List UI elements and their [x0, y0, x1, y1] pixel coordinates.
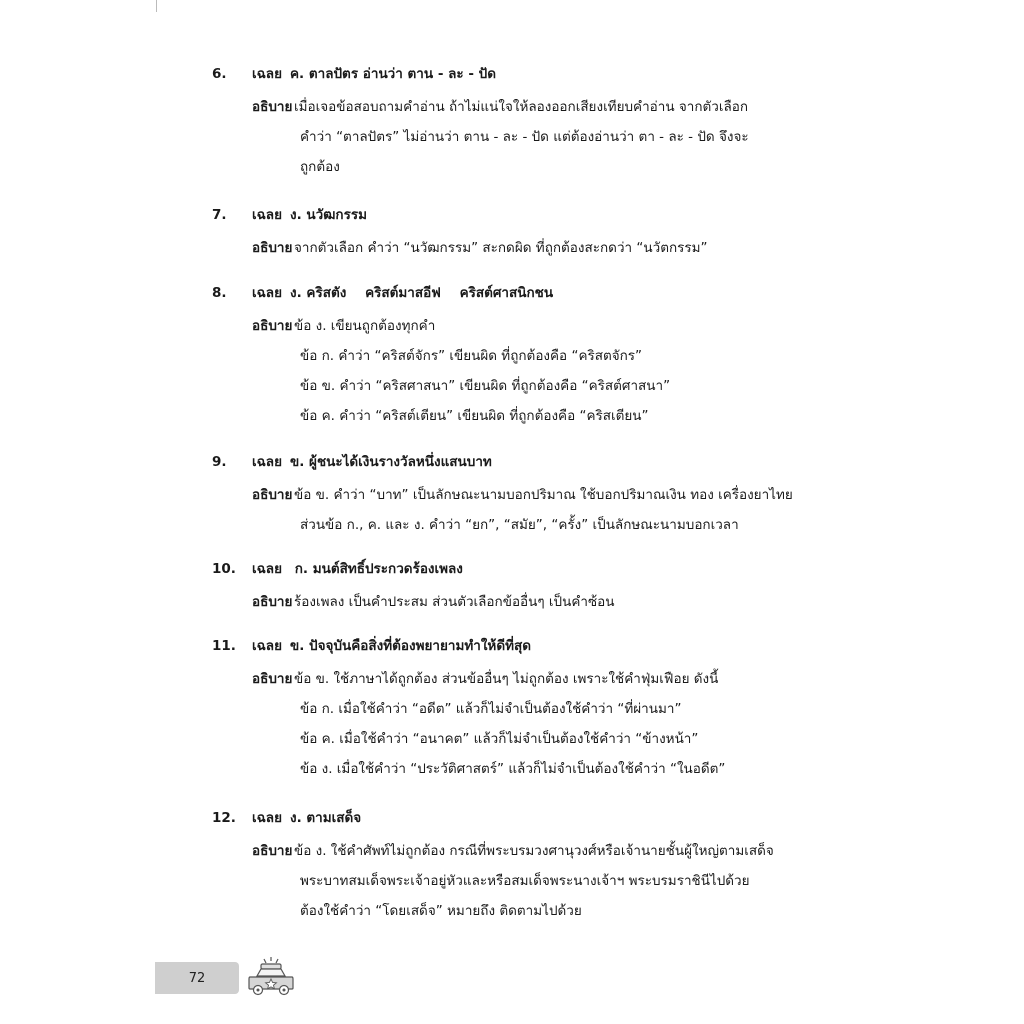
- explanation-line: ข้อ ข. ใช้ภาษาได้ถูกต้อง ส่วนข้ออื่นๆ ไม่ถูกต้อง เพราะใช้คำฟุ่มเฟือย ดังนี้: [294, 671, 719, 687]
- answer-label: เฉลย: [252, 207, 282, 223]
- explanation-label: อธิบาย: [252, 99, 293, 115]
- answer-text: ง. คริสตัง คริสต์มาสอีฟ คริสต์ศาสนิกชน: [290, 285, 554, 301]
- explanation-label: อธิบาย: [252, 487, 293, 503]
- answer-text: ง. นวัฒกรรม: [290, 207, 367, 223]
- answer-label: เฉลย: [252, 561, 282, 577]
- page-number: 72: [188, 970, 206, 986]
- answer-label: เฉลย: [252, 454, 282, 470]
- answer-item: [212, 281, 812, 431]
- explanation-label: อธิบาย: [252, 843, 293, 859]
- answer-label: เฉลย: [252, 66, 282, 82]
- answer-text: ง. ตามเสด็จ: [290, 810, 362, 826]
- explanation-line: พระบาทสมเด็จพระเจ้าอยู่หัวและหรือสมเด็จพระนางเจ้าฯ พระบรมราชินีไปด้วย: [300, 873, 750, 889]
- crop-mark: [156, 0, 157, 12]
- answer-label: เฉลย: [252, 638, 282, 654]
- answer-item: [212, 557, 812, 617]
- explanation: [212, 836, 812, 926]
- answer-text: ข. ผู้ชนะได้เงินรางวัลหนึ่งแสนบาท: [290, 454, 492, 470]
- answer-row: [212, 203, 812, 233]
- explanation-body: [288, 92, 812, 182]
- explanation-body: [288, 480, 812, 540]
- explanation-line: ข้อ ข. คำว่า “คริสศาสนา” เขียนผิด ที่ถูกต้องคือ “คริสต์ศาสนา”: [300, 378, 671, 394]
- explanation-line: ข้อ ก. คำว่า “คริสต์จักร” เขียนผิด ที่ถูกต้องคือ “คริสตจักร”: [300, 348, 643, 364]
- item-number: 10.: [212, 561, 236, 577]
- explanation-line: คำว่า “ตาลปัตร” ไม่อ่านว่า ตาน - ละ - ปัด แต่ต้องอ่านว่า ตา - ละ - ปัด จึงจะ: [300, 129, 749, 145]
- explanation-line: ข้อ ง. ใช้คำศัพท์ไม่ถูกต้อง กรณีที่พระบรมวงศานุวงศ์หรือเจ้านายชั้นผู้ใหญ่ตามเสด็จ: [294, 843, 774, 859]
- explanation-label: อธิบาย: [252, 318, 293, 334]
- answer-row: [212, 634, 812, 664]
- item-number: 9.: [212, 454, 227, 470]
- explanation: [212, 480, 812, 540]
- explanation-body: [288, 836, 812, 926]
- answer-row: [212, 557, 812, 587]
- explanation-body: [288, 587, 812, 617]
- car-icon: [247, 956, 295, 998]
- answer-text: ก. มนต์สิทธิ์ประกวดร้องเพลง: [290, 561, 463, 577]
- explanation: [212, 587, 812, 617]
- page-number-tab: [155, 962, 239, 994]
- answer-row: [212, 806, 812, 836]
- explanation-label: อธิบาย: [252, 594, 293, 610]
- explanation-line: ข้อ ง. เมื่อใช้คำว่า “ประวัติศาสตร์” แล้วก็ไม่จำเป็นต้องใช้คำว่า “ในอดีต”: [300, 761, 726, 777]
- answer-text: ข. ปัจจุบันคือสิ่งที่ต้องพยายามทำให้ดีที่สุด: [290, 638, 532, 654]
- explanation-line: ส่วนข้อ ก., ค. และ ง. คำว่า “ยก”, “สมัย”, “ครั้ง” เป็นลักษณะนามบอกเวลา: [300, 517, 739, 533]
- explanation-line: เมื่อเจอข้อสอบถามคำอ่าน ถ้าไม่แน่ใจให้ลองออกเสียงเทียบคำอ่าน จากตัวเลือก: [294, 99, 749, 115]
- answer-text: ค. ตาลปัตร อ่านว่า ตาน - ละ - ปัด: [290, 66, 496, 82]
- explanation-line: ต้องใช้คำว่า “โดยเสด็จ” หมายถึง ติดตามไปด้วย: [300, 903, 582, 919]
- explanation-label: อธิบาย: [252, 671, 293, 687]
- item-number: 8.: [212, 285, 227, 301]
- answer-row: [212, 450, 812, 480]
- explanation-label: อธิบาย: [252, 240, 293, 256]
- answer-item: [212, 450, 812, 540]
- explanation-line: ข้อ ค. เมื่อใช้คำว่า “อนาคต” แล้วก็ไม่จำเป็นต้องใช้คำว่า “ข้างหน้า”: [300, 731, 699, 747]
- explanation-line: ข้อ ข. คำว่า “บาท” เป็นลักษณะนามบอกปริมาณ ใช้บอกปริมาณเงิน ทอง เครื่องยาไทย: [294, 487, 793, 503]
- answer-row: [212, 62, 812, 92]
- explanation-line: ข้อ ค. คำว่า “คริสต์เตียน” เขียนผิด ที่ถูกต้องคือ “คริสเตียน”: [300, 408, 649, 424]
- explanation-line: ถูกต้อง: [300, 159, 340, 175]
- answer-row: [212, 281, 812, 311]
- item-number: 6.: [212, 66, 227, 82]
- item-number: 12.: [212, 810, 236, 826]
- item-number: 7.: [212, 207, 227, 223]
- explanation-body: [288, 233, 812, 263]
- answer-item: [212, 62, 812, 182]
- explanation: [212, 311, 812, 431]
- explanation-body: [288, 311, 812, 431]
- explanation-line: จากตัวเลือก คำว่า “นวัฒกรรม” สะกดผิด ที่ถูกต้องสะกดว่า “นวัตกรรม”: [294, 240, 708, 256]
- item-number: 11.: [212, 638, 236, 654]
- answer-item: [212, 203, 812, 263]
- explanation: [212, 233, 812, 263]
- explanation: [212, 92, 812, 182]
- answer-label: เฉลย: [252, 810, 282, 826]
- explanation: [212, 664, 812, 784]
- explanation-line: ข้อ ง. เขียนถูกต้องทุกคำ: [294, 318, 436, 334]
- answer-label: เฉลย: [252, 285, 282, 301]
- explanation-line: ร้องเพลง เป็นคำประสม ส่วนตัวเลือกข้ออื่นๆ เป็นคำซ้อน: [294, 594, 615, 610]
- answer-item: [212, 806, 812, 926]
- explanation-line: ข้อ ก. เมื่อใช้คำว่า “อดีต” แล้วก็ไม่จำเป็นต้องใช้คำว่า “ที่ผ่านมา”: [300, 701, 682, 717]
- answer-item: [212, 634, 812, 784]
- explanation-body: [288, 664, 812, 784]
